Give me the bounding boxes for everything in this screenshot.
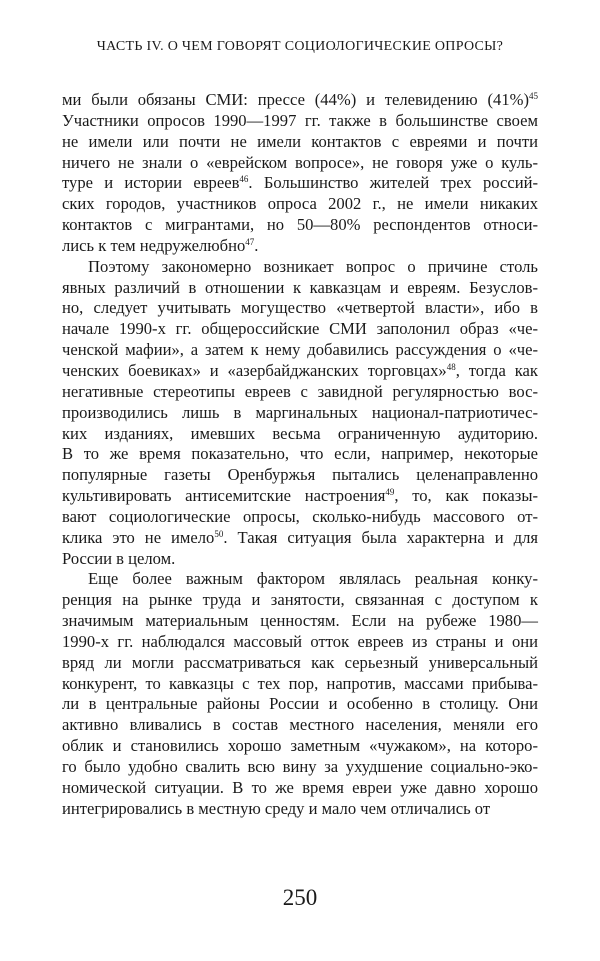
line-text: ничего не знали о «еврейском вопросе», не говоря уже о куль- (62, 152, 538, 172)
paragraph (62, 90, 538, 257)
text-body (62, 90, 538, 820)
line-text: лись к тем недружелюбно (62, 235, 246, 255)
text-line (62, 778, 538, 799)
line-text: не имели или почти не имели контактов с евреями и почти (62, 131, 538, 151)
text-line (62, 799, 538, 820)
text-line (62, 257, 538, 278)
text-line (62, 590, 538, 611)
text-line (62, 444, 538, 465)
line-text: В то же время показательно, что если, например, некоторые (62, 444, 538, 464)
line-text: ми были обязаны СМИ: прессе (44%) и телевидению (41%) (62, 90, 529, 109)
text-line (62, 153, 538, 174)
text-line (62, 736, 538, 757)
text-line (62, 403, 538, 424)
line-text: номической ситуации. В то же время евреи уже давно хорошо (62, 777, 538, 797)
line-text: интегрировались в местную среду и мало чем отличались от (62, 798, 491, 818)
line-text: го было удобно свалить всю вину за ухудшение социально-эко- (62, 757, 538, 776)
line-text: ченских боевиках» и «азербайджанских торговцах» (62, 360, 447, 380)
text-line (62, 340, 538, 361)
text-line (62, 507, 538, 528)
paragraph (62, 569, 538, 819)
line-text: вряд ли могли рассматриваться как серьезный универсальный (62, 652, 538, 672)
text-line (62, 569, 538, 590)
running-head: ЧАСТЬ IV. О ЧЕМ ГОВОРЯТ СОЦИОЛОГИЧЕСКИЕ ОПРОСЫ? (96, 39, 504, 54)
line-text: начале 1990-х гг. общероссийские СМИ заполонил образ «че- (62, 319, 538, 339)
text-line (62, 715, 538, 736)
text-line (62, 90, 538, 111)
page-number: 250 (282, 885, 318, 910)
line-text: 1990-х гг. наблюдался массовый отток евреев из страны и они (62, 631, 538, 651)
line-text: облик и становились хорошо заметным «чужаком», на которо- (62, 736, 538, 756)
text-line (62, 111, 538, 132)
footnote-ref: 48 (446, 361, 456, 372)
text-line (62, 424, 538, 445)
line-text: конкурент, то кавказцы с тех пор, напротив, массами прибыва- (62, 673, 538, 693)
line-text: России в целом. (62, 548, 176, 568)
line-text: негативные стереотипы евреев с завидной регулярностью вос- (62, 381, 538, 401)
text-line (62, 132, 538, 153)
line-text-tail: . Большинство жителей трех россий- (248, 173, 539, 193)
text-line (62, 215, 538, 236)
line-text-tail: . Такая ситуация была характерна и для (223, 527, 538, 547)
line-text: ских городов, участников опроса 2002 г., не имели никаких (62, 194, 538, 214)
footnote-ref: 46 (239, 174, 249, 185)
line-text-tail: , то, как показы- (394, 486, 538, 506)
line-text: производились лишь в маргинальных национал-патриотичес- (62, 402, 538, 422)
text-line (62, 465, 538, 486)
text-line (62, 194, 538, 215)
text-line (62, 236, 538, 257)
line-text: контактов с мигрантами, но 50—80% респондентов относи- (62, 215, 538, 235)
line-text: клика это не имело (62, 527, 215, 547)
text-line (62, 674, 538, 695)
line-text: туре и истории евреев (62, 173, 240, 193)
text-line (62, 611, 538, 632)
text-line (62, 319, 538, 340)
footnote-ref: 45 (529, 91, 538, 101)
line-text: явных различий в отношении к кавказцам и евреям. Безуслов- (62, 277, 538, 297)
text-line (62, 278, 538, 299)
line-text: ренция на рынке труда и занятости, связанная с доступом к (62, 590, 538, 610)
text-line (62, 653, 538, 674)
text-line (62, 298, 538, 319)
line-text: ли в центральные районы России и особенно в столицу. Они (62, 694, 538, 714)
text-line (62, 361, 538, 382)
line-text: Поэтому закономерно возникает вопрос о причине столь (88, 256, 538, 276)
text-line (62, 694, 538, 715)
text-line (62, 486, 538, 507)
footnote-ref: 49 (385, 487, 395, 498)
footnote-ref: 47 (245, 236, 255, 247)
line-text: культивировать антисемитские настроения (62, 486, 386, 506)
text-line (62, 757, 538, 778)
paragraph (62, 257, 538, 570)
paragraphs-container (62, 90, 538, 820)
line-text: вают социологические опросы, сколько-нибудь массового от- (62, 506, 538, 526)
line-text: ченской мафии», а затем к нему добавились рассуждения о «че- (62, 340, 538, 360)
line-text: Участники опросов 1990—1997 гг. также в большинстве своем (62, 110, 538, 130)
line-text-tail: . (254, 235, 259, 255)
line-text: но, следует учитывать могущество «четвертой власти», ибо в (62, 298, 538, 318)
footnote-ref: 50 (214, 528, 224, 539)
line-text: активно вливались в состав местного населения, меняли его (62, 715, 538, 735)
text-line (62, 549, 538, 570)
text-line (62, 382, 538, 403)
line-text: популярные газеты Оренбуржья пытались целенаправленно (62, 465, 538, 485)
text-line (62, 173, 538, 194)
text-line (62, 528, 538, 549)
line-text: ких изданиях, имевших весьма ограниченную аудиторию. (62, 423, 538, 443)
line-text: Еще более важным фактором являлась реальная конку- (88, 569, 538, 589)
text-line (62, 632, 538, 653)
line-text-tail: , тогда как (455, 360, 538, 380)
line-text: значимым материальным ценностям. Если на рубеже 1980— (62, 611, 538, 631)
